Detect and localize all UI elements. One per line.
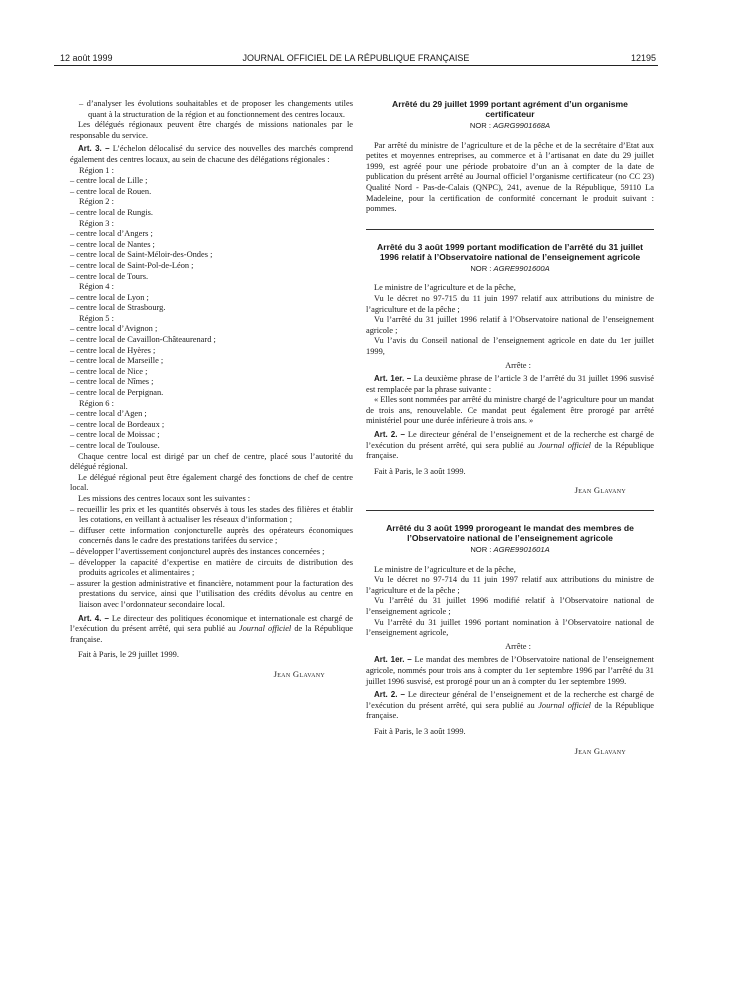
- list-item: – centre local de Lyon ;: [70, 292, 149, 302]
- decree-prorogation: [366, 523, 654, 756]
- article-2: [366, 430, 654, 462]
- list-item: – centre local de Cavaillon-Châteaurenard ;: [70, 335, 216, 345]
- decree-body: Par arrêté du ministre de l’agriculture et de la pêche et de la secrétaire d’Etat aux petites et moyennes entreprises, au commerce et à l’artisanat en date du 29 juillet 1999, est agréé pour une période probatoire d’un an à compter de la date de publication du présent arrêté au Journal officiel l’organisme certificateur (no CC 23) Qualité Nord - Pas-de-Calais (QNPC), 241, avenue de la République, 59110 La Madeleine, pour la certification de conformité concernant le produit suivant : pommes.: [366, 140, 654, 214]
- article-4: [70, 614, 353, 646]
- article-label: Art. 2. –: [374, 430, 405, 440]
- list-item: – centre local de Nantes ;: [70, 239, 155, 249]
- arrete-heading: Arrête :: [505, 641, 531, 651]
- list-item: – centre local de Strasbourg.: [70, 303, 166, 313]
- fait-a-paris: Fait à Paris, le 29 juillet 1999.: [78, 650, 179, 660]
- paragraph-chef: Chaque centre local est dirigé par un chef de centre, placé sous l’autorité du délégué régional.: [70, 451, 353, 472]
- journal-officiel-ref: Journal officiel: [538, 700, 592, 710]
- article-text: La deuxième phrase de l’article 3 de l’arrêté du 31 juillet 1996 susvisé est remplacée par la phrase suivante :: [366, 374, 654, 394]
- paragraph-delegue-chef: Le délégué régional peut être également chargé des fonctions de chef de centre local.: [70, 472, 353, 493]
- article-3: [70, 144, 353, 165]
- nor-reference: [366, 545, 654, 556]
- quoted-text: « Elles sont nommées par arrêté du ministre chargé de l’agriculture pour un mandat de trois ans, renouvelable. Ce mandat peut également être prorogé par arrêté ministériel pour une durée inférieure à trois ans. »: [366, 395, 654, 426]
- paragraph: Vu l’arrêté du 31 juillet 1996 relatif à l’Observatoire national de l’enseignement agricole ;: [366, 315, 654, 335]
- header-journal-title: JOURNAL OFFICIEL DE LA RÉPUBLIQUE FRANÇAISE: [242, 53, 470, 63]
- list-item: – centre local de Toulouse.: [70, 441, 160, 450]
- article-label: Art. 1er. –: [374, 374, 412, 384]
- article-1: [366, 374, 654, 395]
- decree-title: Arrêté du 29 juillet 1999 portant agrément d’un organisme certificateur: [392, 99, 628, 119]
- list-item: – centre local d’Avignon ;: [70, 324, 158, 334]
- article-1: [366, 655, 654, 687]
- section-divider: [366, 510, 654, 511]
- fait-a-paris: Fait à Paris, le 3 août 1999.: [374, 726, 466, 736]
- nor-code: AGRE9901601A: [493, 545, 550, 555]
- article-text: Le directeur des politiques économique et internationale est chargé de l’exécution du présent arrêté, qui sera publié au: [70, 613, 353, 634]
- paragraph-missions: Les missions des centres locaux sont les suivantes :: [78, 493, 251, 503]
- journal-officiel-ref: Journal officiel: [538, 440, 592, 450]
- signature: Jean Glavany: [574, 745, 626, 756]
- signature: Jean Glavany: [574, 485, 626, 496]
- paragraph: Vu l’arrêté du 31 juillet 1996 modifié relatif à l’Observatoire national de l’enseignement agricole ;: [366, 596, 654, 616]
- left-column: [70, 99, 353, 679]
- article-text: de la République française.: [366, 700, 655, 721]
- list-item: – centre local de Nice ;: [70, 366, 148, 376]
- article-label: Art. 4. –: [78, 613, 109, 623]
- section-divider: [366, 229, 654, 230]
- article-text: L’échelon délocalisé du service des nouvelles des marchés comprend également des centres locaux, au sein de chacune des délégations régionales :: [70, 144, 353, 164]
- missions-list: [70, 505, 353, 611]
- header-date: 12 août 1999: [60, 53, 113, 63]
- list-item: – centre local de Rouen.: [70, 186, 152, 196]
- list-item: – développer l’avertissement conjoncturel auprès des instances concernées ;: [70, 546, 325, 556]
- list-item: – centre local de Rungis.: [70, 207, 154, 217]
- article-label: Art. 3. –: [78, 144, 110, 154]
- region-heading: Région 6 :: [79, 398, 114, 408]
- list-item: – recueillir les prix et les quantités observés à tous les stades des filières et établir les cotations, en veillant à actualiser les réseaux d’information ;: [70, 504, 353, 525]
- page-header: [54, 51, 658, 66]
- paragraph-delegues: Les délégués régionaux peuvent être chargés de missions nationales par le responsable du service.: [70, 120, 353, 140]
- list-item: – centre local de Perpignan.: [70, 388, 164, 398]
- header-page-number: 12195: [630, 53, 656, 63]
- nor-label: NOR :: [469, 121, 494, 130]
- article-label: Art. 2. –: [374, 690, 405, 700]
- nor-label: NOR :: [470, 263, 494, 273]
- article-text: de la République française.: [70, 624, 354, 644]
- paragraph: Vu le décret no 97-714 du 11 juin 1997 relatif aux attributions du ministre de l’agriculture et de la pêche ;: [366, 575, 654, 595]
- decree-agrement: [366, 99, 654, 215]
- list-item: – centre local d’Angers ;: [70, 229, 153, 239]
- article-text: Le directeur général de l’enseignement et de la recherche est chargé de l’exécution du présent arrêté, qui sera publié au: [366, 430, 654, 450]
- list-item: – centre local de Lille ;: [70, 176, 148, 186]
- decree-modification: [366, 242, 654, 496]
- article-text: Le directeur général de l’enseignement et de la recherche est chargé de l’exécution du présent arrêté, qui sera publié au: [366, 690, 654, 710]
- region-heading: Région 4 :: [79, 282, 114, 292]
- signature: Jean Glavany: [273, 668, 325, 679]
- decree-title: Arrêté du 3 août 1999 portant modification de l’arrêté du 31 juillet 1996 relatif à l’Observatoire national de l’enseignement agricole: [377, 241, 643, 262]
- list-item: – diffuser cette information conjoncturelle auprès des opérateurs économiques concernés dans le cadre des prestations tarifées du service ;: [70, 525, 353, 546]
- nor-code: AGRE9901600A: [493, 263, 550, 273]
- paragraph: Le ministre de l’agriculture et de la pêche,: [374, 283, 516, 293]
- fait-a-paris: Fait à Paris, le 3 août 1999.: [374, 466, 466, 476]
- list-item: – centre local de Moissac ;: [70, 430, 160, 440]
- nor-reference: [366, 121, 654, 132]
- list-item: – centre local d’Agen ;: [70, 409, 147, 419]
- list-item: – centre local de Tours.: [70, 271, 149, 281]
- paragraph: Vu l’avis du Conseil national de l’enseignement agricole en date du 1er juillet 1999,: [366, 336, 654, 356]
- region-heading: Région 2 :: [79, 197, 114, 207]
- article-label: Art. 1er. –: [374, 655, 412, 665]
- article-text: de la République française.: [366, 440, 655, 461]
- decree-title: Arrêté du 3 août 1999 prorogeant le mandat des membres de l’Observatoire national de l’enseignement agricole: [386, 523, 634, 544]
- region-heading: Région 3 :: [79, 218, 114, 228]
- regions-list: [70, 166, 353, 452]
- journal-officiel-ref: Journal officiel: [238, 624, 292, 634]
- region-heading: Région 5 :: [79, 313, 114, 323]
- list-item: – développer la capacité d’expertise en matière de circuits de distribution des produits agricoles et alimentaires ;: [70, 557, 353, 578]
- paragraph: Vu le décret no 97-715 du 11 juin 1997 relatif aux attributions du ministre de l’agriculture et de la pêche ;: [366, 293, 654, 314]
- list-item: – assurer la gestion administrative et financière, notamment pour la facturation des prestations du service, ainsi que l’utilisation des crédits dévolus au centre en liaison avec l’ordonnateur secondaire local.: [70, 578, 353, 609]
- list-item: – centre local de Saint-Pol-de-Léon ;: [70, 260, 194, 270]
- list-item: – centre local de Nîmes ;: [70, 377, 154, 387]
- region-heading: Région 1 :: [79, 165, 114, 175]
- paragraph: Le ministre de l’agriculture et de la pêche,: [374, 564, 516, 574]
- list-item: – d’analyser les évolutions souhaitables et de proposer les changements utiles quant à la structuration de la région et au fonctionnement des centres locaux.: [79, 99, 353, 119]
- arrete-heading: Arrête :: [505, 360, 531, 370]
- nor-reference: [366, 264, 654, 275]
- right-column: [366, 99, 654, 756]
- nor-code: AGRG9901668A: [493, 121, 551, 130]
- article-2: [366, 690, 654, 722]
- list-item: – centre local de Marseille ;: [70, 356, 164, 366]
- paragraph: Vu l’arrêté du 31 juillet 1996 portant nomination à l’Observatoire national de l’enseignement agricole,: [366, 617, 654, 638]
- article-text: Le mandat des membres de l’Observatoire national de l’enseignement agricole, nommés pour trois ans à compter du 1er septembre 1996 par l’arrêté du 31 juillet 1996 susvisé, est prorogé pour un an à compter du 1er septembre 1999.: [366, 655, 654, 686]
- list-item: – centre local de Saint-Méloir-des-Ondes ;: [70, 250, 213, 260]
- list-item: – centre local de Hyères ;: [70, 345, 156, 355]
- nor-label: NOR :: [470, 545, 494, 555]
- list-item: – centre local de Bordeaux ;: [70, 419, 165, 429]
